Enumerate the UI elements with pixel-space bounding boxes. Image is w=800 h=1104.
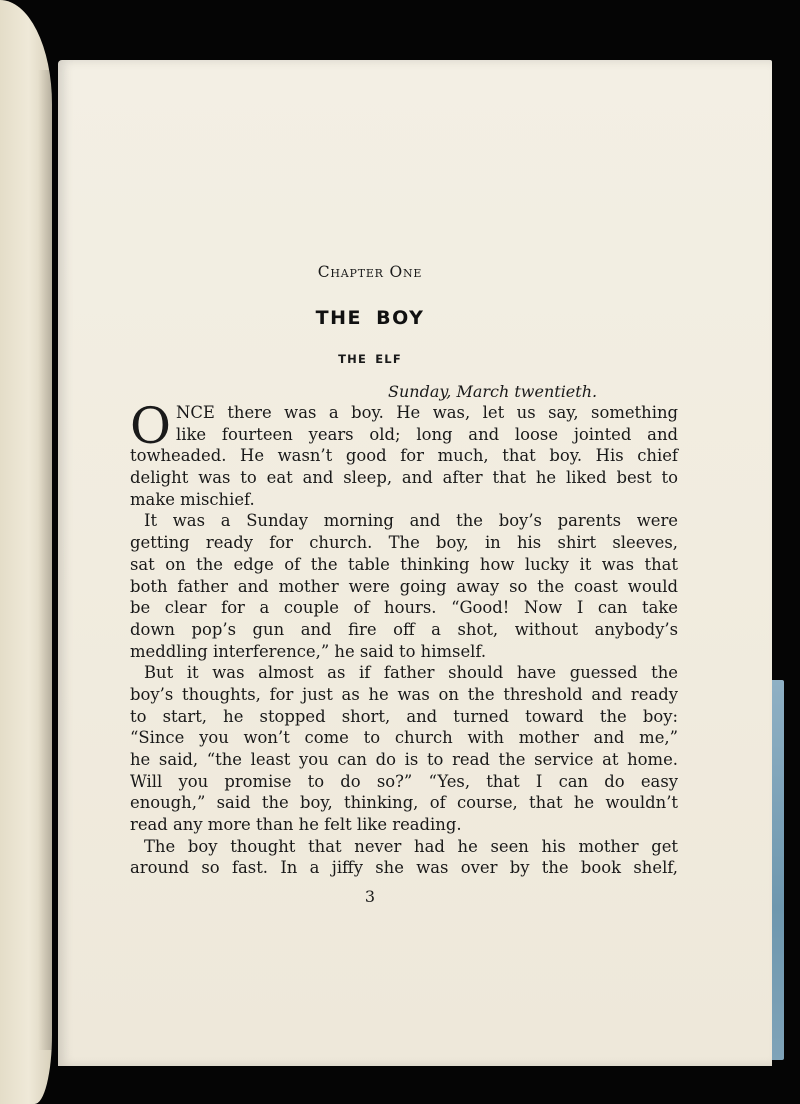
text-line: delight was to eat and sleep, and after that he liked best to	[130, 468, 678, 488]
text-line: towheaded. He wasn’t good for much, that boy. His chief	[130, 446, 678, 466]
text-line: he said, “the least you can do is to read the service at home.	[130, 750, 678, 769]
chapter-label: Chapter One	[317, 263, 423, 281]
gutter-shadow	[38, 70, 60, 1050]
text-line: around so fast. In a jiffy she was over by the book shelf,	[130, 858, 678, 878]
section-title: THE ELF	[338, 352, 402, 366]
text-line: The boy thought that never had he seen his mother get	[144, 836, 678, 856]
book-page	[58, 60, 772, 1066]
text-line: But it was almost as if father should have guessed the	[144, 663, 678, 683]
page-number: 3	[364, 887, 376, 906]
chapter-title: THE BOY	[315, 307, 425, 329]
text-line: meddling interference,” he said to himself.	[130, 641, 487, 661]
text-line: down pop’s gun and fire off a shot, without anybody’s	[130, 619, 678, 639]
text-line: like fourteen years old; long and loose jointed and	[176, 424, 678, 444]
text-line: It was a Sunday morning and the boy’s parents were	[144, 511, 678, 531]
text-line: enough,” said the boy, thinking, of course, that he wouldn’t	[130, 793, 678, 813]
text-line: read any more than he felt like reading.	[130, 815, 462, 835]
text-line: NCE there was a boy. He was, let us say, something	[176, 403, 678, 422]
text-line: make mischief.	[130, 489, 255, 509]
text-line: be clear for a couple of hours. “Good! Now I can take	[130, 598, 678, 618]
body-text	[130, 397, 678, 879]
text-line: Will you promise to do so?” “Yes, that I can do easy	[130, 771, 678, 791]
text-line: both father and mother were going away so the coast would	[130, 576, 678, 596]
text-line: “Since you won’t come to church with mother and me,”	[130, 728, 678, 748]
text-line: to start, he stopped short, and turned toward the boy:	[130, 706, 678, 726]
text-line: sat on the edge of the table thinking how lucky it was that	[130, 554, 678, 574]
text-line: boy’s thoughts, for just as he was on the threshold and ready	[130, 684, 678, 704]
dateline: Sunday, March twentieth.	[388, 382, 598, 401]
drop-cap: O	[130, 397, 171, 455]
text-line: getting ready for church. The boy, in his shirt sleeves,	[130, 533, 678, 553]
